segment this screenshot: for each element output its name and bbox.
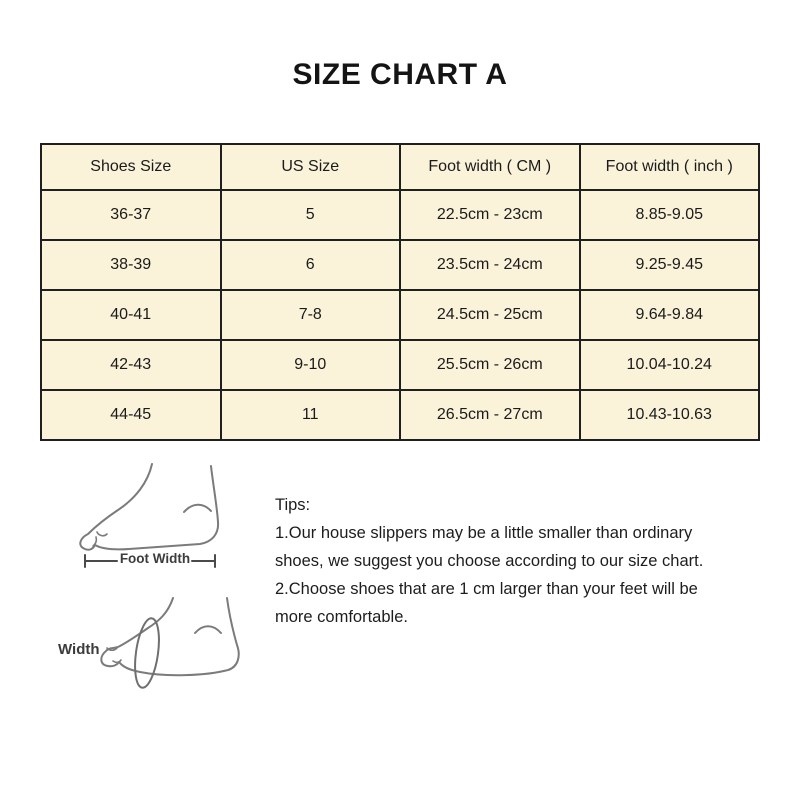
cell-foot-width-inch: 8.85-9.05 (580, 190, 760, 240)
cell-foot-width-cm: 24.5cm - 25cm (400, 290, 580, 340)
cell-shoes-size: 44-45 (41, 390, 221, 440)
cell-us-size: 9-10 (221, 340, 401, 390)
tip-text-line: 1.Our house slippers may be a little smaller than ordinary (275, 524, 693, 542)
tips-section (275, 491, 785, 631)
foot-girth-diagram (45, 593, 245, 713)
cell-shoes-size: 38-39 (41, 240, 221, 290)
foot-width-label: Foot Width (119, 551, 191, 566)
col-header-foot-width-cm: Foot width ( CM ) (400, 144, 580, 190)
page-title: SIZE CHART A (292, 58, 508, 91)
foot-width-diagram (72, 458, 237, 580)
table-row (41, 240, 759, 290)
cell-foot-width-inch: 10.43-10.63 (580, 390, 760, 440)
width-label: Width (58, 641, 100, 658)
tip-text-line: more comfortable. (275, 608, 408, 626)
cell-us-size: 6 (221, 240, 401, 290)
table-row (41, 340, 759, 390)
cell-foot-width-cm: 25.5cm - 26cm (400, 340, 580, 390)
table-header-row (41, 144, 759, 190)
tip-text-line: shoes, we suggest you choose according to our size chart. (275, 552, 704, 570)
col-header-shoes-size: Shoes Size (41, 144, 221, 190)
cell-foot-width-inch: 9.64-9.84 (580, 290, 760, 340)
cell-shoes-size: 42-43 (41, 340, 221, 390)
cell-foot-width-cm: 23.5cm - 24cm (400, 240, 580, 290)
cell-us-size: 11 (221, 390, 401, 440)
table-row (41, 390, 759, 440)
cell-shoes-size: 36-37 (41, 190, 221, 240)
cell-shoes-size: 40-41 (41, 290, 221, 340)
cell-us-size: 5 (221, 190, 401, 240)
cell-foot-width-cm: 26.5cm - 27cm (400, 390, 580, 440)
tips-heading: Tips: (275, 496, 311, 514)
cell-foot-width-cm: 22.5cm - 23cm (400, 190, 580, 240)
col-header-foot-width-inch: Foot width ( inch ) (580, 144, 760, 190)
tip-text-line: 2.Choose shoes that are 1 cm larger than your feet will be (275, 580, 698, 598)
size-chart-table (40, 143, 760, 441)
col-header-us-size: US Size (221, 144, 401, 190)
cell-foot-width-inch: 10.04-10.24 (580, 340, 760, 390)
cell-foot-width-inch: 9.25-9.45 (580, 240, 760, 290)
cell-us-size: 7-8 (221, 290, 401, 340)
table-row (41, 290, 759, 340)
table-row (41, 190, 759, 240)
